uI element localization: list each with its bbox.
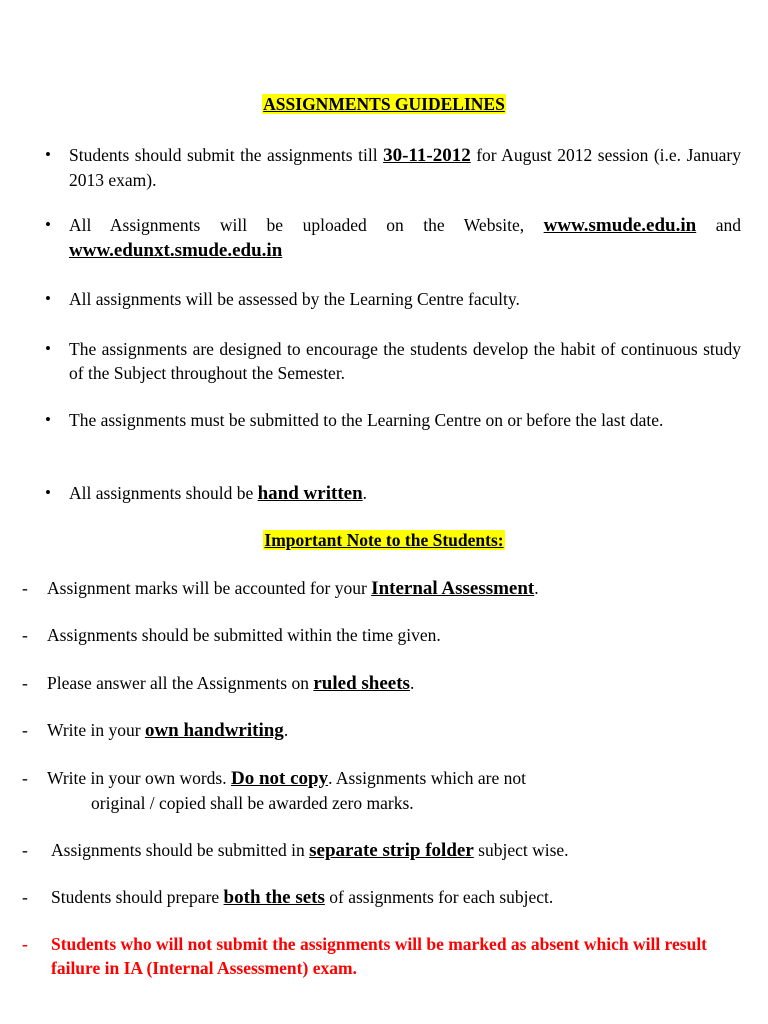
guideline-submission-date: • Students should submit the assignments till 30-11-2012 for August 2012 session (i.e. January 2013 exam). <box>69 143 741 192</box>
note-title: Important Note to the Students: <box>264 530 504 550</box>
deadline-date: 30-11-2012 <box>383 145 471 166</box>
guideline-website: • All Assignments will be uploaded on the Website, www.smude.edu.in and www.edunxt.smude.edu.in <box>69 213 741 263</box>
guideline-design: • The assignments are designed to encourage the students develop the habit of continuous study of the Subject throughout the Semester. <box>69 337 741 385</box>
guideline-last-date: • The assignments must be submitted to the Learning Centre on or before the last date. <box>69 408 741 432</box>
dash-marker: - <box>22 673 28 693</box>
dash-marker: - <box>22 840 28 860</box>
website-link-edunxt[interactable]: www.edunxt.smude.edu.in <box>69 240 283 261</box>
hand-written-emphasis: hand written <box>257 483 363 504</box>
dash-marker: - <box>22 720 28 740</box>
dash-marker: - <box>22 887 28 907</box>
page-title: ASSIGNMENTS GUIDELINES <box>263 94 505 114</box>
guideline-hand-written: • All assignments should be hand written. <box>69 481 741 506</box>
dash-marker: - <box>22 625 28 645</box>
dash-marker: - <box>22 934 28 954</box>
website-link-smude[interactable]: www.smude.edu.in <box>543 215 697 236</box>
guideline-assessment: • All assignments will be assessed by the Learning Centre faculty. <box>69 287 741 311</box>
dash-marker: - <box>22 578 28 598</box>
dash-marker: - <box>22 768 28 788</box>
